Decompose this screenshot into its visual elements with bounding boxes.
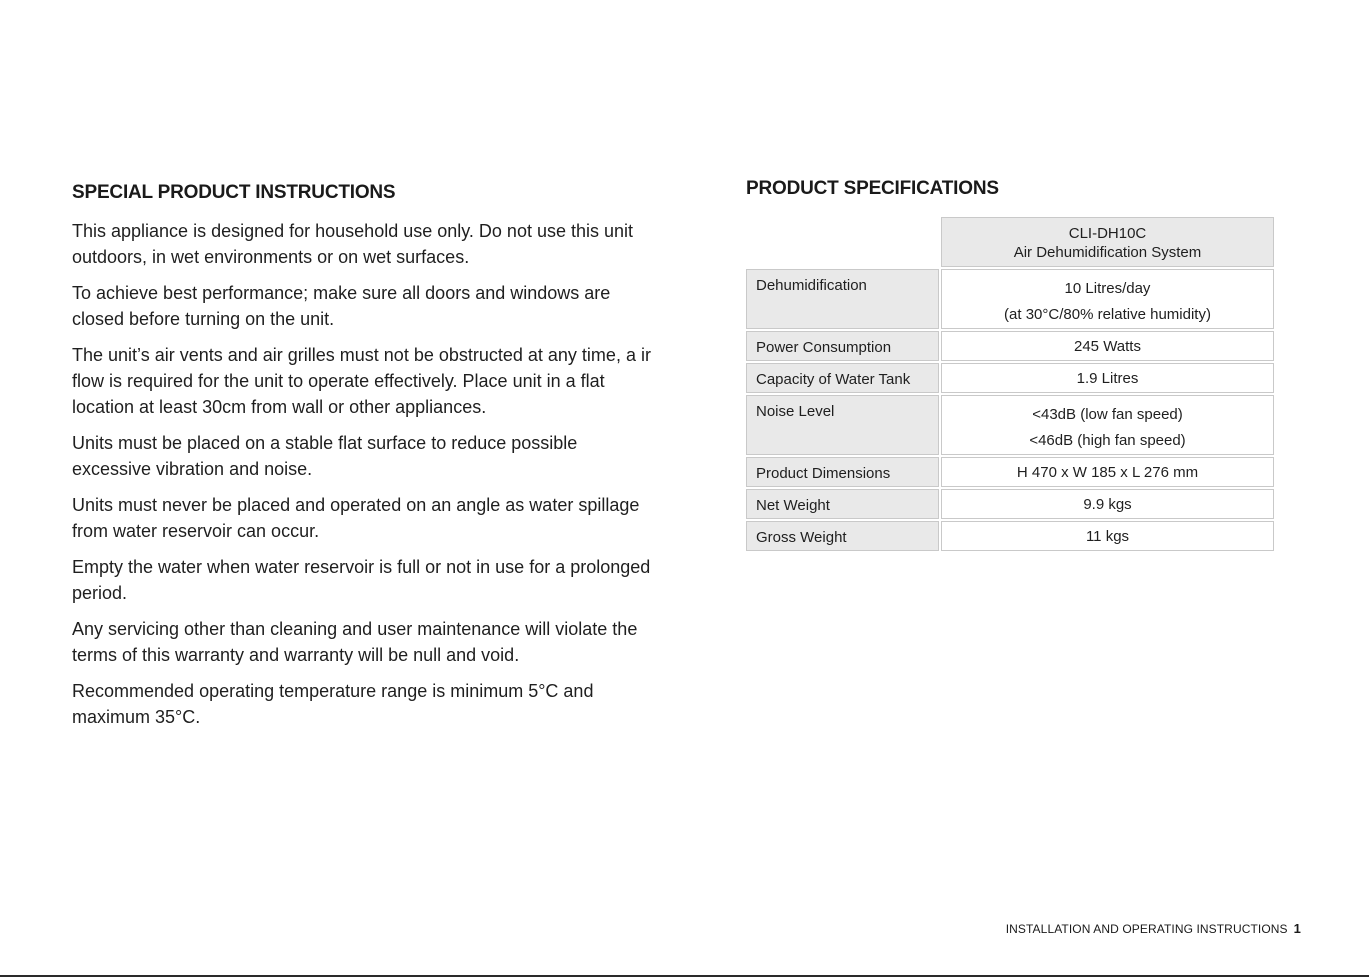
spec-value: [941, 269, 1274, 329]
table-header-row: [746, 217, 1274, 267]
special-instructions-title: SPECIAL PRODUCT INSTRUCTIONS: [72, 182, 396, 203]
model-description: Air Dehumidification System: [1013, 244, 1202, 261]
spec-value-line: <46dB (high fan speed): [1029, 432, 1186, 449]
specifications-table: [744, 215, 1276, 553]
spec-value: [941, 395, 1274, 455]
table-row: [746, 363, 1274, 393]
spec-label: Dehumidification: [746, 269, 939, 329]
table-row: [746, 489, 1274, 519]
spec-label: Product Dimensions: [746, 457, 939, 487]
instruction-paragraph: This appliance is designed for household use only. Do not use this unit outdoors, in wet environments or on wet surfaces.: [72, 221, 634, 267]
instruction-paragraph: Any servicing other than cleaning and user maintenance will violate the terms of this warranty and warranty will be null and void.: [72, 619, 638, 665]
spec-value: 11 kgs: [941, 521, 1274, 551]
spec-value-line: (at 30°C/80% relative humidity): [1004, 306, 1211, 323]
table-row: [746, 521, 1274, 551]
instruction-paragraph: Recommended operating temperature range is minimum 5°C and maximum 35°C.: [72, 681, 594, 727]
model-number: CLI-DH10C: [1068, 225, 1147, 242]
spec-label: Gross Weight: [746, 521, 939, 551]
table-row: [746, 457, 1274, 487]
spec-value: 245 Watts: [941, 331, 1274, 361]
page-number: 1: [1293, 921, 1301, 936]
table-corner-cell: [746, 217, 939, 267]
spec-label: Power Consumption: [746, 331, 939, 361]
spec-value: 9.9 kgs: [941, 489, 1274, 519]
instruction-paragraph: Empty the water when water reservoir is full or not in use for a prolonged period.: [72, 557, 651, 603]
spec-label: Noise Level: [746, 395, 939, 455]
instruction-paragraph: Units must never be placed and operated on an angle as water spillage from water reservoir can occur.: [72, 495, 640, 541]
table-row: [746, 269, 1274, 329]
product-specifications-section: [746, 176, 1276, 553]
spec-value: H 470 x W 185 x L 276 mm: [941, 457, 1274, 487]
model-header-cell: [941, 217, 1274, 267]
special-instructions-section: [72, 180, 652, 740]
footer-text: INSTALLATION AND OPERATING INSTRUCTIONS: [1005, 922, 1288, 936]
instruction-paragraph: The unit’s air vents and air grilles must not be obstructed at any time, a ir flow is required for the unit to operate effectively. Place unit in a flat location at least 30cm from wall or other appliances.: [72, 345, 651, 417]
page-footer: [1006, 921, 1301, 936]
spec-value-line: 10 Litres/day: [1064, 280, 1151, 297]
spec-value: 1.9 Litres: [941, 363, 1274, 393]
table-row: [746, 395, 1274, 455]
spec-label: Capacity of Water Tank: [746, 363, 939, 393]
instruction-paragraph: To achieve best performance; make sure all doors and windows are closed before turning on the unit.: [72, 283, 611, 329]
spec-value-line: <43dB (low fan speed): [1032, 406, 1183, 423]
product-specifications-title: PRODUCT SPECIFICATIONS: [746, 178, 999, 199]
instruction-paragraph: Units must be placed on a stable flat surface to reduce possible excessive vibration and noise.: [72, 433, 578, 479]
spec-label: Net Weight: [746, 489, 939, 519]
table-row: [746, 331, 1274, 361]
